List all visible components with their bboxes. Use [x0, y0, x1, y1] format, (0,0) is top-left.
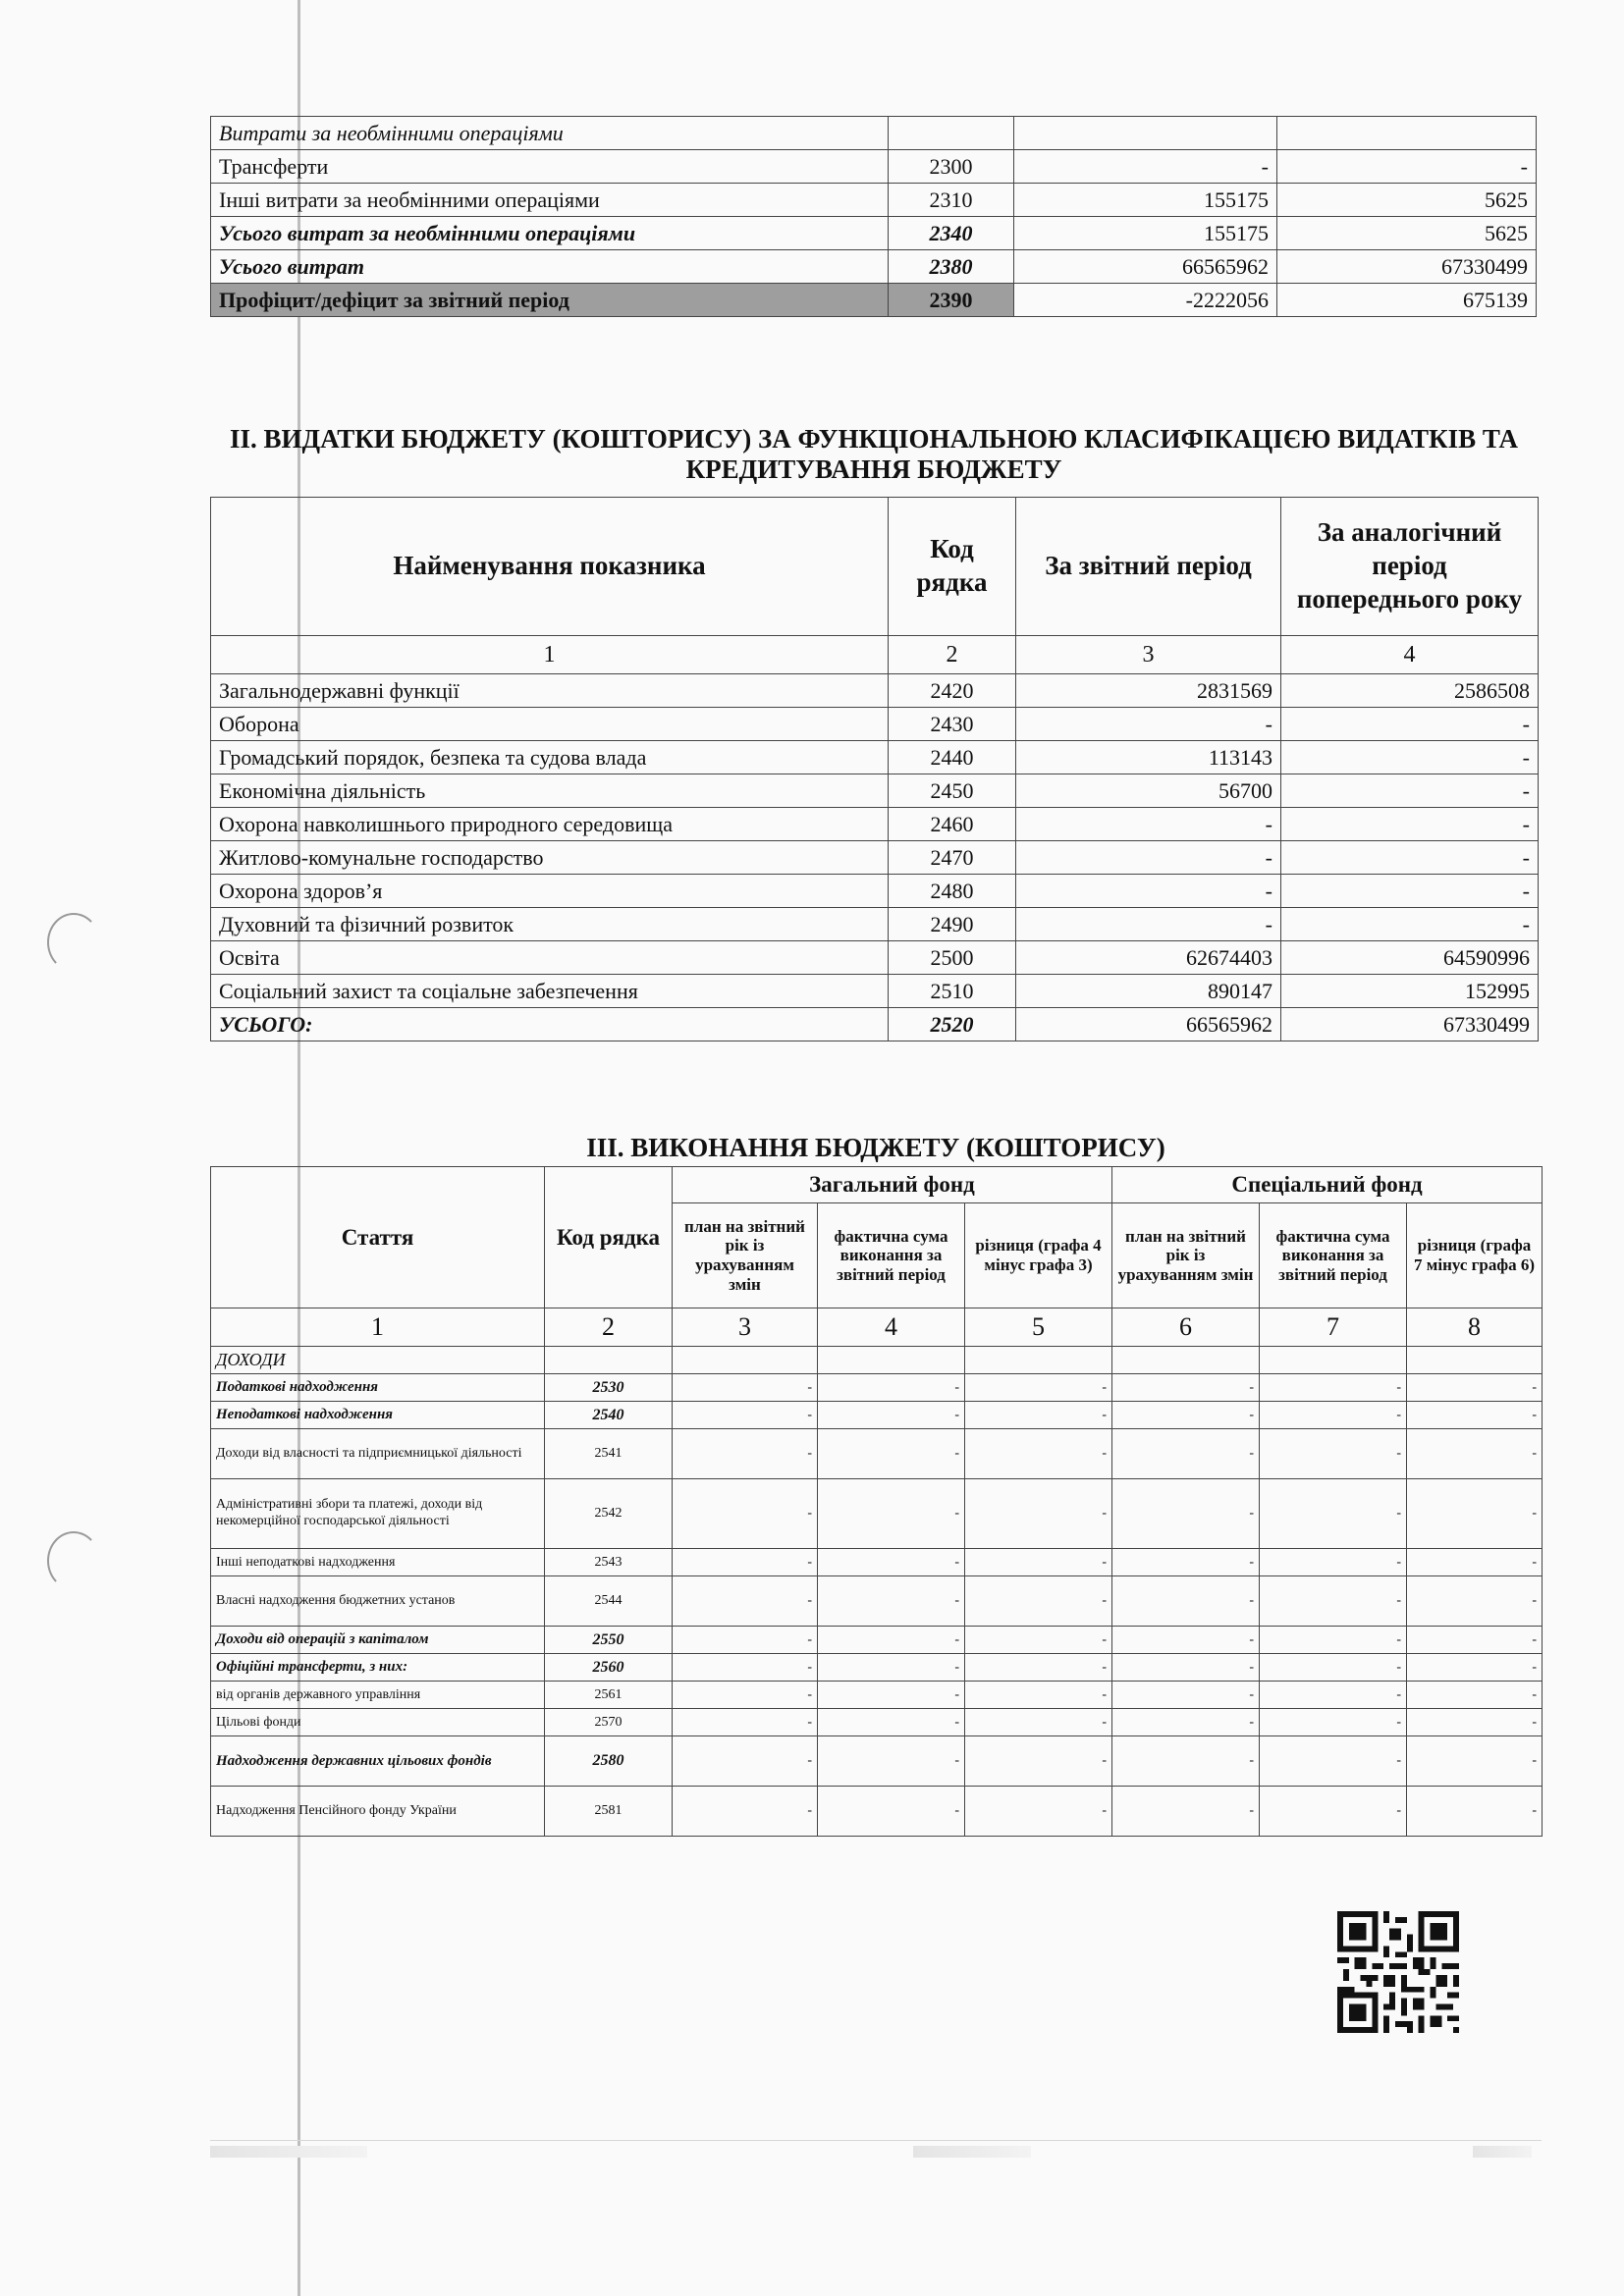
punch-hole-top	[47, 913, 100, 972]
row-value: -	[965, 1429, 1112, 1479]
row-value: -	[673, 1709, 818, 1736]
row-code: 2543	[545, 1549, 673, 1576]
row-value: -	[673, 1654, 818, 1682]
row-value: -	[1260, 1787, 1407, 1837]
row-value: -	[818, 1682, 965, 1709]
budget-execution-table	[210, 1166, 1543, 1837]
table-row	[211, 841, 1539, 875]
row-value: -	[1260, 1682, 1407, 1709]
table-row	[211, 1549, 1543, 1576]
row-value: -	[673, 1736, 818, 1787]
table-row	[211, 674, 1539, 708]
row-value: -	[673, 1402, 818, 1429]
row-value: -	[818, 1654, 965, 1682]
row-current: -	[1014, 150, 1277, 184]
table-row	[211, 150, 1537, 184]
row-value: -	[1260, 1429, 1407, 1479]
column-number: 5	[965, 1308, 1112, 1347]
row-name: Загальнодержавні функції	[211, 674, 889, 708]
row-code: 2544	[545, 1576, 673, 1627]
table-row	[211, 1654, 1543, 1682]
row-previous	[1277, 117, 1537, 150]
row-value: -	[1112, 1627, 1260, 1654]
row-value: -	[1407, 1549, 1543, 1576]
row-value: -	[965, 1736, 1112, 1787]
section2-title: II. ВИДАТКИ БЮДЖЕТУ (КОШТОРИСУ) ЗА ФУНКЦІОНАЛЬНОЮ КЛАСИФІКАЦІЄЮ ВИДАТКІВ ТА КРЕДИТУВАННЯ БЮДЖЕТУ	[229, 424, 1519, 485]
header-code: Код рядка	[889, 498, 1016, 636]
row-value: -	[1407, 1736, 1543, 1787]
row-name: Оборона	[211, 708, 889, 741]
row-value: -	[1260, 1374, 1407, 1402]
row-current: -	[1016, 708, 1281, 741]
row-value: -	[1407, 1787, 1543, 1837]
row-value: -	[818, 1576, 965, 1627]
row-value: -	[1260, 1627, 1407, 1654]
table-row	[211, 1709, 1543, 1736]
table-row	[211, 875, 1539, 908]
row-name: Усього витрат за необмінними операціями	[211, 217, 889, 250]
row-value: -	[818, 1787, 965, 1837]
row-value: -	[965, 1479, 1112, 1549]
row-code: 2500	[889, 941, 1016, 975]
column-number: 6	[1112, 1308, 1260, 1347]
row-value: -	[1112, 1576, 1260, 1627]
row-name: Охорона навколишнього природного середовища	[211, 808, 889, 841]
row-previous: -	[1281, 774, 1539, 808]
table-row	[211, 975, 1539, 1008]
table-row	[211, 941, 1539, 975]
row-name: Житлово-комунальне господарство	[211, 841, 889, 875]
row-code: 2540	[545, 1402, 673, 1429]
row-name: Освіта	[211, 941, 889, 975]
row-previous: -	[1281, 841, 1539, 875]
row-code: 2460	[889, 808, 1016, 841]
row-name: Надходження Пенсійного фонду України	[211, 1787, 545, 1837]
row-value: -	[1260, 1736, 1407, 1787]
row-value: -	[673, 1374, 818, 1402]
row-current: 155175	[1014, 217, 1277, 250]
column-number: 2	[889, 636, 1016, 674]
column-number: 8	[1407, 1308, 1543, 1347]
row-value: -	[1407, 1479, 1543, 1549]
row-name: Громадський порядок, безпека та судова влада	[211, 741, 889, 774]
table-row	[211, 708, 1539, 741]
row-previous: -	[1281, 708, 1539, 741]
row-value: -	[1407, 1374, 1543, 1402]
row-current: -	[1016, 908, 1281, 941]
row-code: 2560	[545, 1654, 673, 1682]
row-value: -	[1112, 1374, 1260, 1402]
row-value: -	[1407, 1709, 1543, 1736]
row-value: -	[1112, 1736, 1260, 1787]
row-value: -	[1112, 1479, 1260, 1549]
row-code: 2530	[545, 1374, 673, 1402]
row-value: -	[673, 1627, 818, 1654]
table-row	[211, 1479, 1543, 1549]
header-article: Стаття	[211, 1167, 545, 1308]
column-number: 1	[211, 636, 889, 674]
row-value: -	[965, 1682, 1112, 1709]
row-value: -	[1112, 1429, 1260, 1479]
row-previous: 5625	[1277, 217, 1537, 250]
row-value: -	[965, 1709, 1112, 1736]
row-code: 2450	[889, 774, 1016, 808]
column-number: 2	[545, 1308, 673, 1347]
table-row	[211, 1402, 1543, 1429]
total-name: УСЬОГО:	[211, 1008, 889, 1041]
table-row	[211, 1736, 1543, 1787]
row-code: 2490	[889, 908, 1016, 941]
section-label-income: ДОХОДИ	[211, 1347, 545, 1374]
row-value: -	[965, 1374, 1112, 1402]
row-value: -	[1112, 1682, 1260, 1709]
row-name: Трансферти	[211, 150, 889, 184]
row-name: Надходження державних цільових фондів	[211, 1736, 545, 1787]
row-name: Офіційні трансферти, з них:	[211, 1654, 545, 1682]
row-code	[889, 117, 1014, 150]
header-actual-special: фактична сума виконання за звітний період	[1260, 1203, 1407, 1308]
row-previous: 67330499	[1277, 250, 1537, 284]
header-previous: За аналогічний період попереднього року	[1281, 498, 1539, 636]
footer-watermark-center	[913, 2146, 1031, 2158]
row-code: 2310	[889, 184, 1014, 217]
row-name: Адміністративні збори та платежі, доходи від некомерційної господарської діяльності	[211, 1479, 545, 1549]
total-code: 2520	[889, 1008, 1016, 1041]
row-code: 2480	[889, 875, 1016, 908]
row-name: Профіцит/дефіцит за звітний період	[211, 284, 889, 317]
row-current: 62674403	[1016, 941, 1281, 975]
row-code: 2550	[545, 1627, 673, 1654]
row-value: -	[818, 1627, 965, 1654]
row-code: 2542	[545, 1479, 673, 1549]
header-general-fund: Загальний фонд	[673, 1167, 1112, 1203]
row-value: -	[818, 1709, 965, 1736]
row-current: 56700	[1016, 774, 1281, 808]
row-value: -	[818, 1374, 965, 1402]
row-code: 2380	[889, 250, 1014, 284]
row-value: -	[818, 1736, 965, 1787]
row-current: 890147	[1016, 975, 1281, 1008]
row-code: 2420	[889, 674, 1016, 708]
row-value: -	[673, 1787, 818, 1837]
table-row	[211, 250, 1537, 284]
footer-rule	[210, 2140, 1542, 2161]
row-current: 155175	[1014, 184, 1277, 217]
expenses-table	[210, 116, 1537, 317]
section3-title: III. ВИКОНАННЯ БЮДЖЕТУ (КОШТОРИСУ)	[586, 1133, 1165, 1162]
table-row	[211, 1429, 1543, 1479]
row-value: -	[965, 1402, 1112, 1429]
row-value: -	[965, 1627, 1112, 1654]
functional-expenses-table	[210, 497, 1539, 1041]
row-previous: 5625	[1277, 184, 1537, 217]
row-name: Цільові фонди	[211, 1709, 545, 1736]
row-name: Доходи від операцій з капіталом	[211, 1627, 545, 1654]
column-number: 7	[1260, 1308, 1407, 1347]
row-code: 2430	[889, 708, 1016, 741]
row-value: -	[1260, 1402, 1407, 1429]
row-value: -	[1112, 1787, 1260, 1837]
row-code: 2390	[889, 284, 1014, 317]
row-name: Доходи від власності та підприємницької діяльності	[211, 1429, 545, 1479]
row-name: Усього витрат	[211, 250, 889, 284]
row-name: Податкові надходження	[211, 1374, 545, 1402]
row-value: -	[1260, 1576, 1407, 1627]
header-special-fund: Спеціальний фонд	[1112, 1167, 1543, 1203]
row-code: 2581	[545, 1787, 673, 1837]
row-code: 2440	[889, 741, 1016, 774]
row-value: -	[1112, 1654, 1260, 1682]
row-name: Соціальний захист та соціальне забезпечення	[211, 975, 889, 1008]
table-row	[211, 741, 1539, 774]
row-value: -	[1112, 1709, 1260, 1736]
row-value: -	[818, 1429, 965, 1479]
row-name: Власні надходження бюджетних установ	[211, 1576, 545, 1627]
row-name: Охорона здоров’я	[211, 875, 889, 908]
total-previous: 67330499	[1281, 1008, 1539, 1041]
row-name: Духовний та фізичний розвиток	[211, 908, 889, 941]
row-code: 2340	[889, 217, 1014, 250]
row-previous: 64590996	[1281, 941, 1539, 975]
column-number: 4	[818, 1308, 965, 1347]
row-code: 2570	[545, 1709, 673, 1736]
row-value: -	[965, 1654, 1112, 1682]
row-name: Економічна діяльність	[211, 774, 889, 808]
row-name: Неподаткові надходження	[211, 1402, 545, 1429]
total-current: 66565962	[1016, 1008, 1281, 1041]
row-code: 2300	[889, 150, 1014, 184]
row-previous: -	[1281, 908, 1539, 941]
row-value: -	[1260, 1549, 1407, 1576]
column-number: 4	[1281, 636, 1539, 674]
table-row	[211, 808, 1539, 841]
row-value: -	[818, 1479, 965, 1549]
row-value: -	[1407, 1654, 1543, 1682]
table-row	[211, 908, 1539, 941]
row-value: -	[1260, 1709, 1407, 1736]
table-row	[211, 1576, 1543, 1627]
column-number: 3	[1016, 636, 1281, 674]
row-value: -	[1407, 1682, 1543, 1709]
row-value: -	[673, 1429, 818, 1479]
header-current: За звітний період	[1016, 498, 1281, 636]
row-name: Витрати за необмінними операціями	[211, 117, 889, 150]
row-value: -	[673, 1549, 818, 1576]
row-name: від органів державного управління	[211, 1682, 545, 1709]
row-value: -	[673, 1576, 818, 1627]
header-actual-general: фактична сума виконання за звітний період	[818, 1203, 965, 1308]
table-row	[211, 284, 1537, 317]
row-name: Інші витрати за необмінними операціями	[211, 184, 889, 217]
row-previous: -	[1277, 150, 1537, 184]
row-current	[1014, 117, 1277, 150]
row-value: -	[965, 1549, 1112, 1576]
table-row	[211, 1682, 1543, 1709]
total-row	[211, 1008, 1539, 1041]
row-value: -	[1112, 1549, 1260, 1576]
row-value: -	[1407, 1429, 1543, 1479]
row-value: -	[1407, 1576, 1543, 1627]
row-current: -	[1016, 875, 1281, 908]
row-code: 2510	[889, 975, 1016, 1008]
row-current: 2831569	[1016, 674, 1281, 708]
row-current: 113143	[1016, 741, 1281, 774]
table-row	[211, 1374, 1543, 1402]
row-previous: 152995	[1281, 975, 1539, 1008]
row-code: 2541	[545, 1429, 673, 1479]
row-value: -	[1260, 1654, 1407, 1682]
header-plan-special: план на звітний рік із урахуванням змін	[1112, 1203, 1260, 1308]
footer-watermark-left	[210, 2146, 367, 2158]
row-value: -	[1260, 1479, 1407, 1549]
row-value: -	[818, 1402, 965, 1429]
table-row	[211, 774, 1539, 808]
row-value: -	[1407, 1402, 1543, 1429]
table-row	[211, 1627, 1543, 1654]
table-row	[211, 184, 1537, 217]
footer-watermark-right	[1473, 2146, 1532, 2158]
header-diff-general: різниця (графа 4 мінус графа 3)	[965, 1203, 1112, 1308]
row-code: 2580	[545, 1736, 673, 1787]
qr-code-icon	[1337, 1910, 1459, 2034]
row-current: -	[1016, 808, 1281, 841]
row-current: 66565962	[1014, 250, 1277, 284]
row-code: 2470	[889, 841, 1016, 875]
header-name: Найменування показника	[211, 498, 889, 636]
table-row	[211, 117, 1537, 150]
row-current: -2222056	[1014, 284, 1277, 317]
punch-hole-bottom	[47, 1531, 100, 1590]
row-previous: -	[1281, 808, 1539, 841]
row-value: -	[673, 1682, 818, 1709]
row-value: -	[818, 1549, 965, 1576]
row-code: 2561	[545, 1682, 673, 1709]
row-value: -	[673, 1479, 818, 1549]
column-number: 1	[211, 1308, 545, 1347]
header-diff-special: різниця (графа 7 мінус графа 6)	[1407, 1203, 1543, 1308]
row-value: -	[1112, 1402, 1260, 1429]
table-row	[211, 1787, 1543, 1837]
row-previous: 675139	[1277, 284, 1537, 317]
header-plan-general: план на звітний рік із урахуванням змін	[673, 1203, 818, 1308]
column-number: 3	[673, 1308, 818, 1347]
row-value: -	[1407, 1627, 1543, 1654]
row-previous: -	[1281, 741, 1539, 774]
row-current: -	[1016, 841, 1281, 875]
row-previous: -	[1281, 875, 1539, 908]
row-value: -	[965, 1787, 1112, 1837]
row-name: Інші неподаткові надходження	[211, 1549, 545, 1576]
row-value: -	[965, 1576, 1112, 1627]
table-row	[211, 217, 1537, 250]
header-code: Код рядка	[545, 1167, 673, 1308]
row-previous: 2586508	[1281, 674, 1539, 708]
